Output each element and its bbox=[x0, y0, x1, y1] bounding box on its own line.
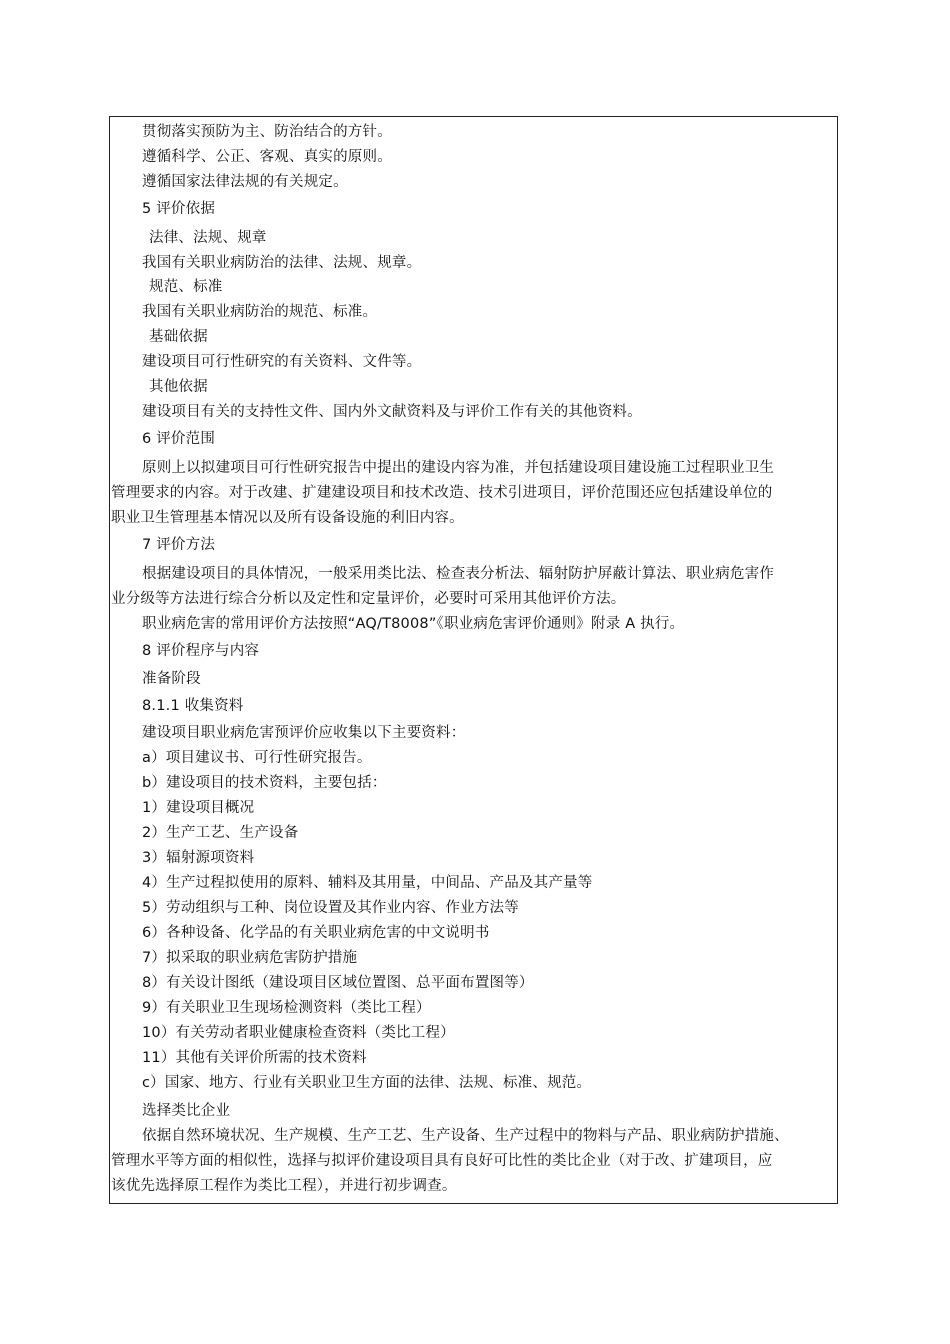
text-line: 职业病危害的常用评价方法按照“AQ/T8008”《职业病危害评价通则》附录 A 执行。 bbox=[142, 616, 685, 632]
text-line: 该优先选择原工程作为类比工程），并进行初步调查。 bbox=[111, 1178, 457, 1194]
list-item: 10）有关劳动者职业健康检查资料（类比工程） bbox=[142, 1025, 455, 1041]
section-heading: 5 评价依据 bbox=[142, 201, 216, 217]
section-heading: 8 评价程序与内容 bbox=[142, 643, 260, 659]
text-line: 管理要求的内容。对于改建、扩建建设项目和技术改造、技术引进项目，评价范围还应包括建设单位的 bbox=[111, 485, 773, 501]
subheading: 法律、法规、规章 bbox=[149, 230, 267, 246]
text-line: 遵循国家法律法规的有关规定。 bbox=[142, 174, 348, 190]
list-item: c）国家、地方、行业有关职业卫生方面的法律、法规、标准、规范。 bbox=[142, 1075, 592, 1091]
subheading: 其他依据 bbox=[149, 379, 208, 395]
text-line: 贯彻落实预防为主、防治结合的方针。 bbox=[142, 124, 392, 140]
text-line: 原则上以拟建项目可行性研究报告中提出的建设内容为准，并包括建设项目建设施工过程职业卫生 bbox=[142, 460, 775, 476]
list-item: 9）有关职业卫生现场检测资料（类比工程） bbox=[142, 1000, 431, 1016]
section-heading: 6 评价范围 bbox=[142, 431, 216, 447]
list-item: 8）有关设计图纸（建设项目区域位置图、总平面布置图等） bbox=[142, 975, 534, 991]
text-line: 建设项目有关的支持性文件、国内外文献资料及与评价工作有关的其他资料。 bbox=[142, 404, 642, 420]
text-line: 职业卫生管理基本情况以及所有设备设施的利旧内容。 bbox=[111, 510, 464, 526]
text-line: 依据自然环境状况、生产规模、生产工艺、生产设备、生产过程中的物料与产品、职业病防护措施、 bbox=[142, 1128, 789, 1144]
section-heading: 7 评价方法 bbox=[142, 537, 216, 553]
text-line: 我国有关职业病防治的法律、法规、规章。 bbox=[142, 255, 422, 271]
text-line: 建设项目可行性研究的有关资料、文件等。 bbox=[142, 354, 422, 370]
text-line: 遵循科学、公正、客观、真实的原则。 bbox=[142, 149, 392, 165]
list-item: 4）生产过程拟使用的原料、辅料及其用量，中间品、产品及其产量等 bbox=[142, 875, 593, 891]
text-line: 管理水平等方面的相似性，选择与拟评价建设项目具有良好可比性的类比企业（对于改、扩建项目，应 bbox=[111, 1153, 773, 1169]
subheading: 8.1.1 收集资料 bbox=[142, 698, 244, 714]
text-line: 建设项目职业病危害预评价应收集以下主要资料： bbox=[142, 725, 466, 741]
text-line: 业分级等方法进行综合分析以及定性和定量评价，必要时可采用其他评价方法。 bbox=[111, 591, 626, 607]
list-item: 3）辐射源项资料 bbox=[142, 850, 255, 866]
list-item: b）建设项目的技术资料，主要包括： bbox=[142, 775, 387, 791]
list-item: 6）各种设备、化学品的有关职业病危害的中文说明书 bbox=[142, 925, 490, 941]
list-item: 5）劳动组织与工种、岗位设置及其作业内容、作业方法等 bbox=[142, 900, 519, 916]
subheading: 准备阶段 bbox=[142, 671, 201, 687]
list-item: 7）拟采取的职业病危害防护措施 bbox=[142, 950, 358, 966]
list-item: 2）生产工艺、生产设备 bbox=[142, 825, 299, 841]
list-item: 11）其他有关评价所需的技术资料 bbox=[142, 1050, 367, 1066]
list-item: a）项目建议书、可行性研究报告。 bbox=[142, 750, 372, 766]
subheading: 选择类比企业 bbox=[142, 1103, 231, 1119]
subheading: 规范、标准 bbox=[149, 279, 223, 295]
list-item: 1）建设项目概况 bbox=[142, 800, 255, 816]
subheading: 基础依据 bbox=[149, 329, 208, 345]
text-line: 根据建设项目的具体情况，一般采用类比法、检查表分析法、辐射防护屏蔽计算法、职业病危害作 bbox=[142, 566, 775, 582]
text-line: 我国有关职业病防治的规范、标准。 bbox=[142, 304, 378, 320]
